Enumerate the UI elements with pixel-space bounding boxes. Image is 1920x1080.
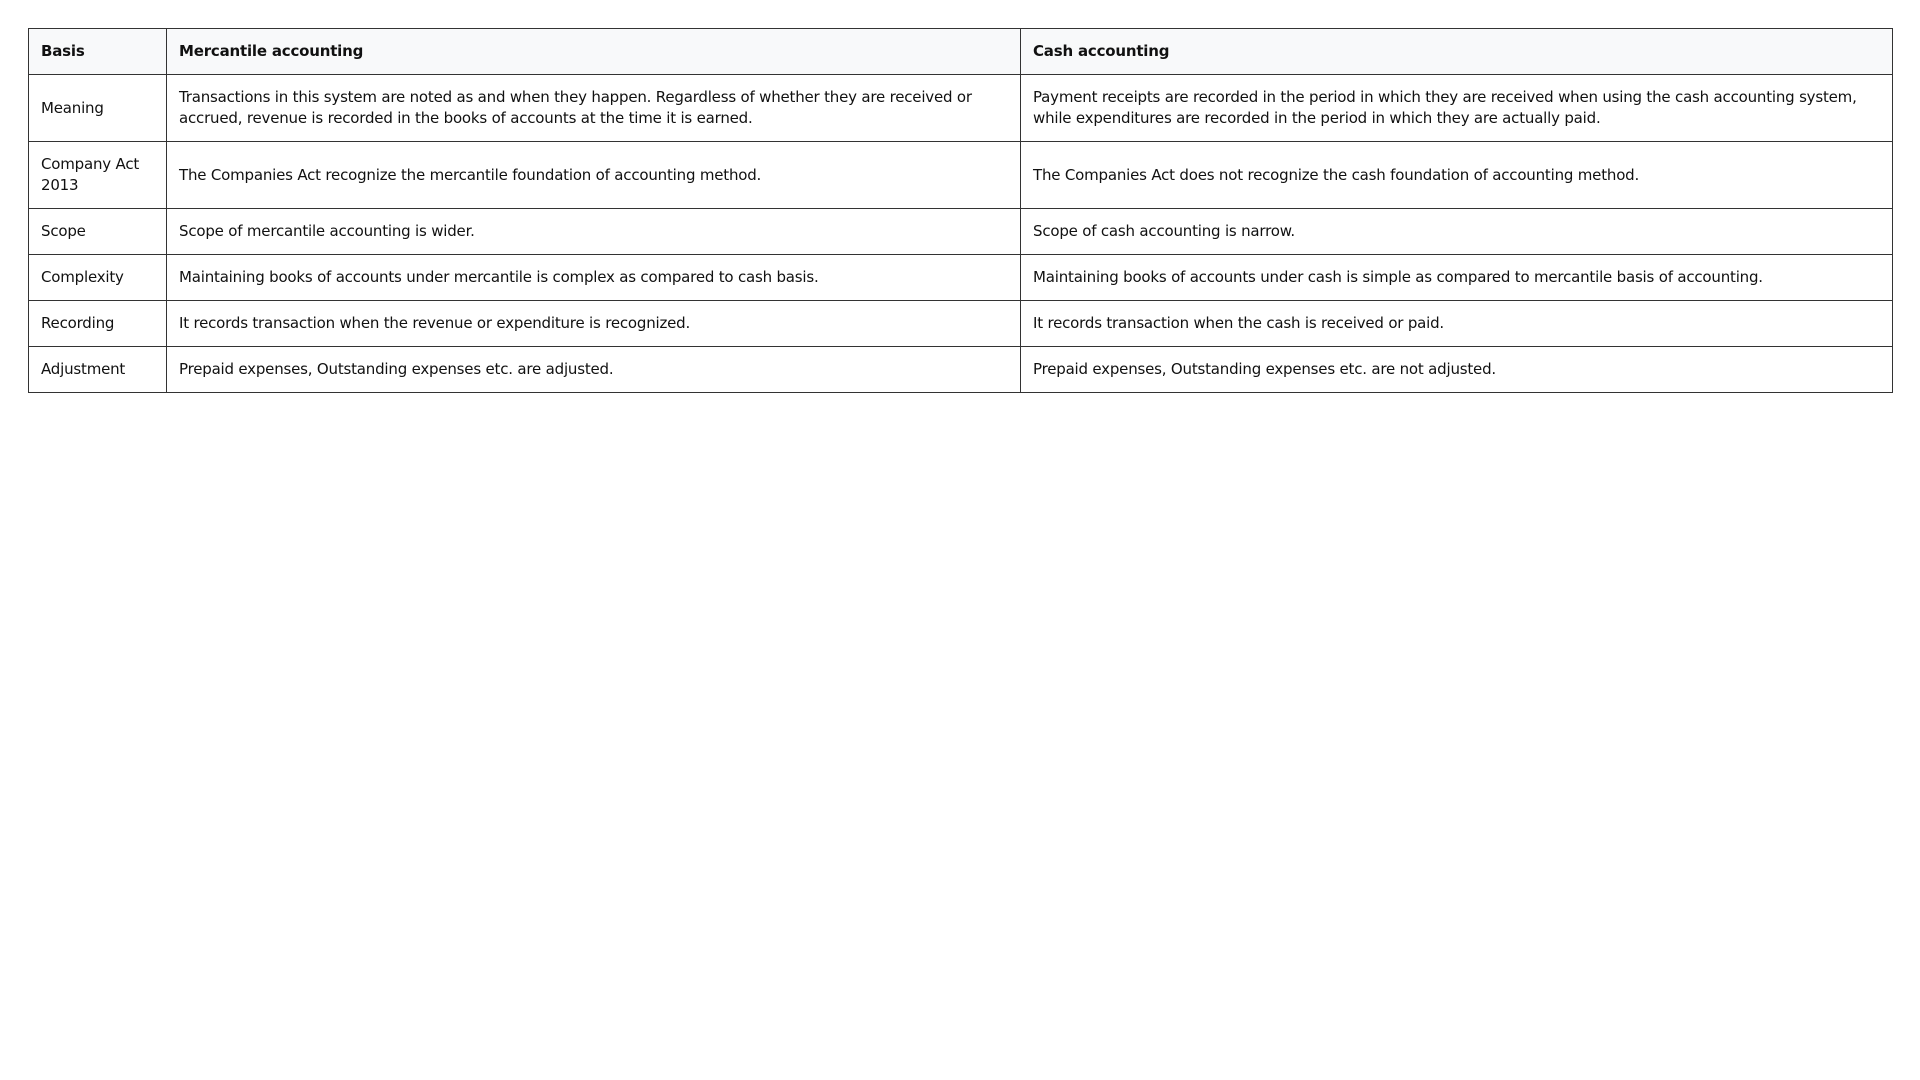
table-row: [29, 255, 1893, 301]
cell-basis: Adjustment: [29, 347, 167, 393]
header-basis: Basis: [29, 29, 167, 75]
table-row: [29, 75, 1893, 142]
header-mercantile-accounting: Mercantile accounting: [167, 29, 1021, 75]
cell-cash: Prepaid expenses, Outstanding expenses etc. are not adjusted.: [1021, 347, 1893, 393]
comparison-table: [28, 28, 1893, 393]
table-body: [29, 75, 1893, 393]
table-row: [29, 209, 1893, 255]
cell-mercantile: Scope of mercantile accounting is wider.: [167, 209, 1021, 255]
cell-mercantile: Transactions in this system are noted as and when they happen. Regardless of whether they are received or accrued, revenue is recorded in the books of accounts at the time it is earned.: [167, 75, 1021, 142]
cell-basis: Recording: [29, 301, 167, 347]
header-row: [29, 29, 1893, 75]
cell-basis: Meaning: [29, 75, 167, 142]
header-cash-accounting: Cash accounting: [1021, 29, 1893, 75]
cell-mercantile: The Companies Act recognize the mercantile foundation of accounting method.: [167, 142, 1021, 209]
cell-mercantile: Prepaid expenses, Outstanding expenses etc. are adjusted.: [167, 347, 1021, 393]
cell-cash: Maintaining books of accounts under cash is simple as compared to mercantile basis of accounting.: [1021, 255, 1893, 301]
table-row: [29, 347, 1893, 393]
table-header: [29, 29, 1893, 75]
cell-mercantile: It records transaction when the revenue or expenditure is recognized.: [167, 301, 1021, 347]
cell-basis: Company Act 2013: [29, 142, 167, 209]
table-row: [29, 301, 1893, 347]
cell-cash: Scope of cash accounting is narrow.: [1021, 209, 1893, 255]
cell-cash: It records transaction when the cash is received or paid.: [1021, 301, 1893, 347]
cell-mercantile: Maintaining books of accounts under mercantile is complex as compared to cash basis.: [167, 255, 1021, 301]
table-row: [29, 142, 1893, 209]
cell-basis: Complexity: [29, 255, 167, 301]
cell-cash: The Companies Act does not recognize the cash foundation of accounting method.: [1021, 142, 1893, 209]
cell-basis: Scope: [29, 209, 167, 255]
cell-cash: Payment receipts are recorded in the period in which they are received when using the cash accounting system, while expenditures are recorded in the period in which they are actually paid.: [1021, 75, 1893, 142]
